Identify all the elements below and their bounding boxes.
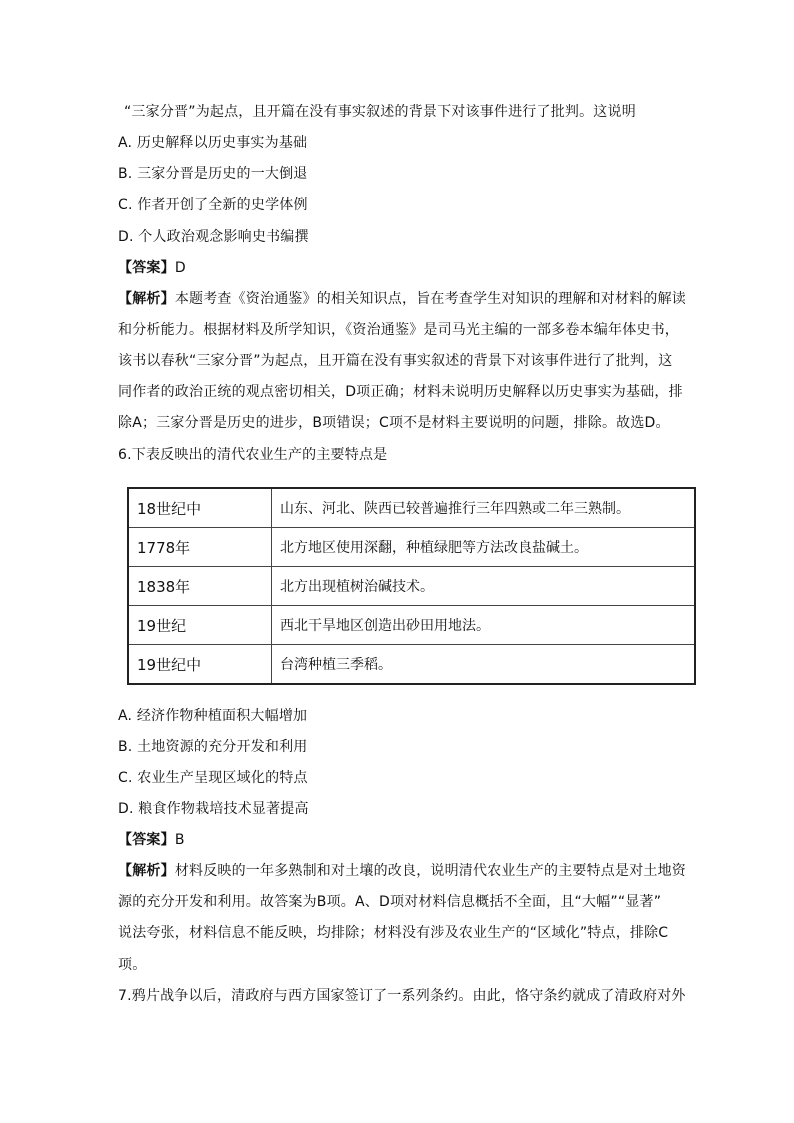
table-cell-time: 19世纪 xyxy=(128,606,272,645)
q7-stem: 7.鸦片战争以后，清政府与西方国家签订了一系列条约。由此，恪守条约就成了清政府对外 xyxy=(118,988,686,1004)
table-cell-time: 1778年 xyxy=(128,528,272,567)
table-cell-event: 北方出现植树治碱技术。 xyxy=(272,567,696,606)
q6-answer-value: B xyxy=(174,832,185,848)
table-cell-event: 西北干旱地区创造出砂田用地法。 xyxy=(272,606,696,645)
q5-answer xyxy=(118,258,186,278)
q5-option-b: B. 三家分晋是历史的一大倒退 xyxy=(118,166,308,182)
q5-analysis-line-3: 该书以春秋“三家分晋”为起点，且开篇在没有事实叙述的背景下对该事件进行了批判，这 xyxy=(118,353,673,369)
table-row xyxy=(128,606,695,645)
q6-analysis-line-3: 说法夸张，材料信息不能反映，均排除；材料没有涉及农业生产的“区域化”特点，排除C xyxy=(118,925,669,941)
table-cell-event: 北方地区使用深翻，种植绿肥等方法改良盐碱土。 xyxy=(272,528,696,567)
q5-analysis-line-5: 除A；三家分晋是历史的进步，B项错误；C项不是材料主要说明的问题，排除。故选D。 xyxy=(118,415,670,431)
table-cell-event: 台湾种植三季稻。 xyxy=(272,645,696,685)
table-cell-time: 18世纪中 xyxy=(128,488,272,528)
q6-analysis-line-2: 源的充分开发和利用。故答案为B项。A、D项对材料信息概括不全面，且“大幅”“显著” xyxy=(118,894,662,910)
table-cell-time: 19世纪中 xyxy=(128,645,272,685)
q6-option-d: D. 粮食作物栽培技术显著提高 xyxy=(118,801,309,817)
q5-analysis-line-4: 同作者的政治正统的观点密切相关，D项正确；材料未说明历史解释以历史事实为基础，排 xyxy=(118,384,683,400)
q5-answer-label: 【答案】 xyxy=(118,260,175,276)
table-cell-time: 1838年 xyxy=(128,567,272,606)
q6-analysis-label: 【解析】 xyxy=(118,863,175,879)
q6-analysis-line-1: 【解析】材料反映的一年多熟制和对土壤的改良，说明清代农业生产的主要特点是对土地资 xyxy=(118,863,687,879)
q5-analysis-label: 【解析】 xyxy=(118,291,175,307)
table-row xyxy=(128,488,695,528)
q5-analysis-line-1: 【解析】本题考查《资治通鉴》的相关知识点，旨在考查学生对知识的理解和对材料的解读 xyxy=(118,291,687,307)
q6-stem: 6.下表反映出的清代农业生产的主要特点是 xyxy=(118,447,388,463)
q5-option-d: D. 个人政治观念影响史书编撰 xyxy=(118,229,309,245)
q5-answer-value: D xyxy=(174,260,186,276)
q6-option-c: C. 农业生产呈现区域化的特点 xyxy=(118,770,308,786)
q5-analysis-line-2: 和分析能力。根据材料及所学知识，《资治通鉴》是司马光主编的一部多卷本编年体史书， xyxy=(118,322,679,338)
q5-option-c: C. 作者开创了全新的史学体例 xyxy=(118,197,308,213)
q5-option-a: A. 历史解释以历史事实为基础 xyxy=(118,135,308,151)
q6-answer xyxy=(118,830,185,850)
q6-data-table xyxy=(127,487,696,685)
table-row xyxy=(128,528,695,567)
q6-option-a: A. 经济作物种植面积大幅增加 xyxy=(118,708,308,724)
table-row xyxy=(128,645,695,685)
q6-option-b: B. 土地资源的充分开发和利用 xyxy=(118,739,308,755)
table-cell-event: 山东、河北、陕西已较普遍推行三年四熟或二年三熟制。 xyxy=(272,488,696,528)
q5-stem-continuation: “三家分晋”为起点，且开篇在没有事实叙述的背景下对该事件进行了批判。这说明 xyxy=(124,104,636,120)
q6-analysis-line-4: 项。 xyxy=(118,957,147,973)
q6-answer-label: 【答案】 xyxy=(118,832,175,848)
table-row xyxy=(128,567,695,606)
